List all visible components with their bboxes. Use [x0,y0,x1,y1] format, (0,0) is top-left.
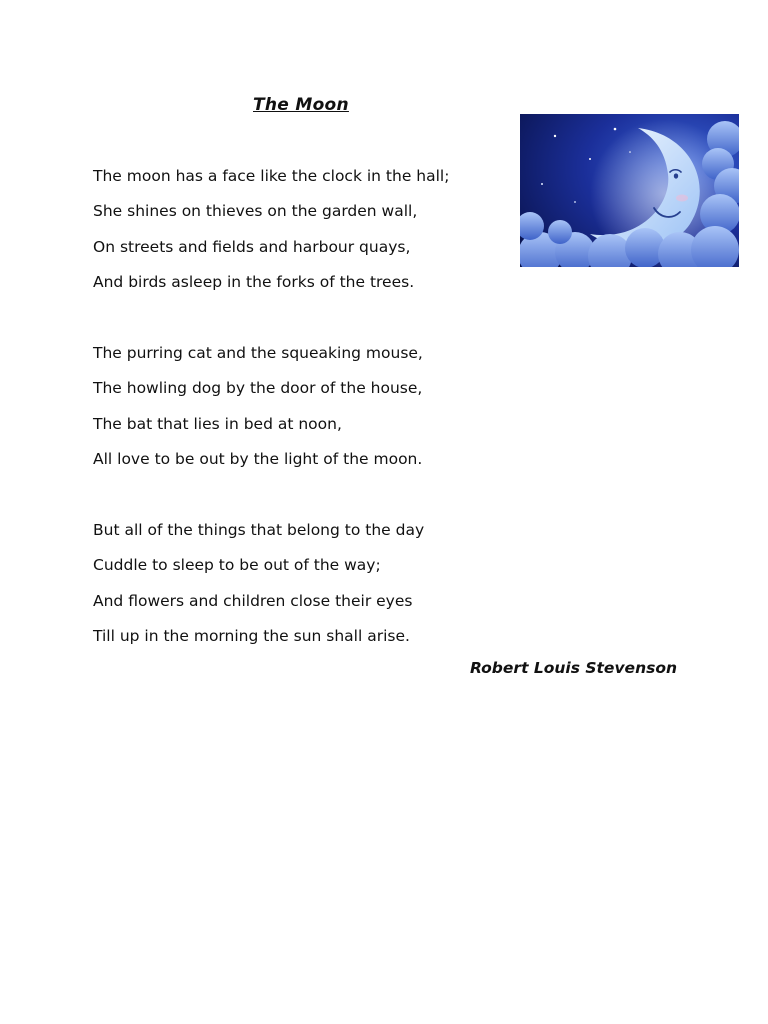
moon-illustration [520,114,739,267]
crescent-moon-with-face-icon [520,114,739,267]
poem-body [93,165,513,660]
poem-title: The Moon [253,95,349,115]
poem-line: Cuddle to sleep to be out of the way; [93,556,381,575]
stanza [93,519,513,661]
poem-line: She shines on thieves on the garden wall, [93,202,418,221]
poem-line: Till up in the morning the sun shall arise. [93,627,410,646]
stanza [93,342,513,484]
poem-line: The moon has a face like the clock in the hall; [93,167,450,185]
poem-line: The howling dog by the door of the house, [93,379,423,398]
poem-author: Robert Louis Stevenson [470,659,678,677]
stanza-break [93,484,513,519]
poem-line: On streets and fields and harbour quays, [93,237,411,256]
poem-line: The bat that lies in bed at noon, [93,414,342,433]
poem-line: But all of the things that belong to the day [93,520,425,539]
stanza-break [93,307,513,342]
poem-line: And birds asleep in the forks of the trees. [93,273,415,292]
poem-line: The purring cat and the squeaking mouse, [93,343,423,362]
stanza [93,165,513,307]
poem-line: And flowers and children close their eyes [93,591,413,610]
poem-line: All love to be out by the light of the moon. [93,450,423,469]
